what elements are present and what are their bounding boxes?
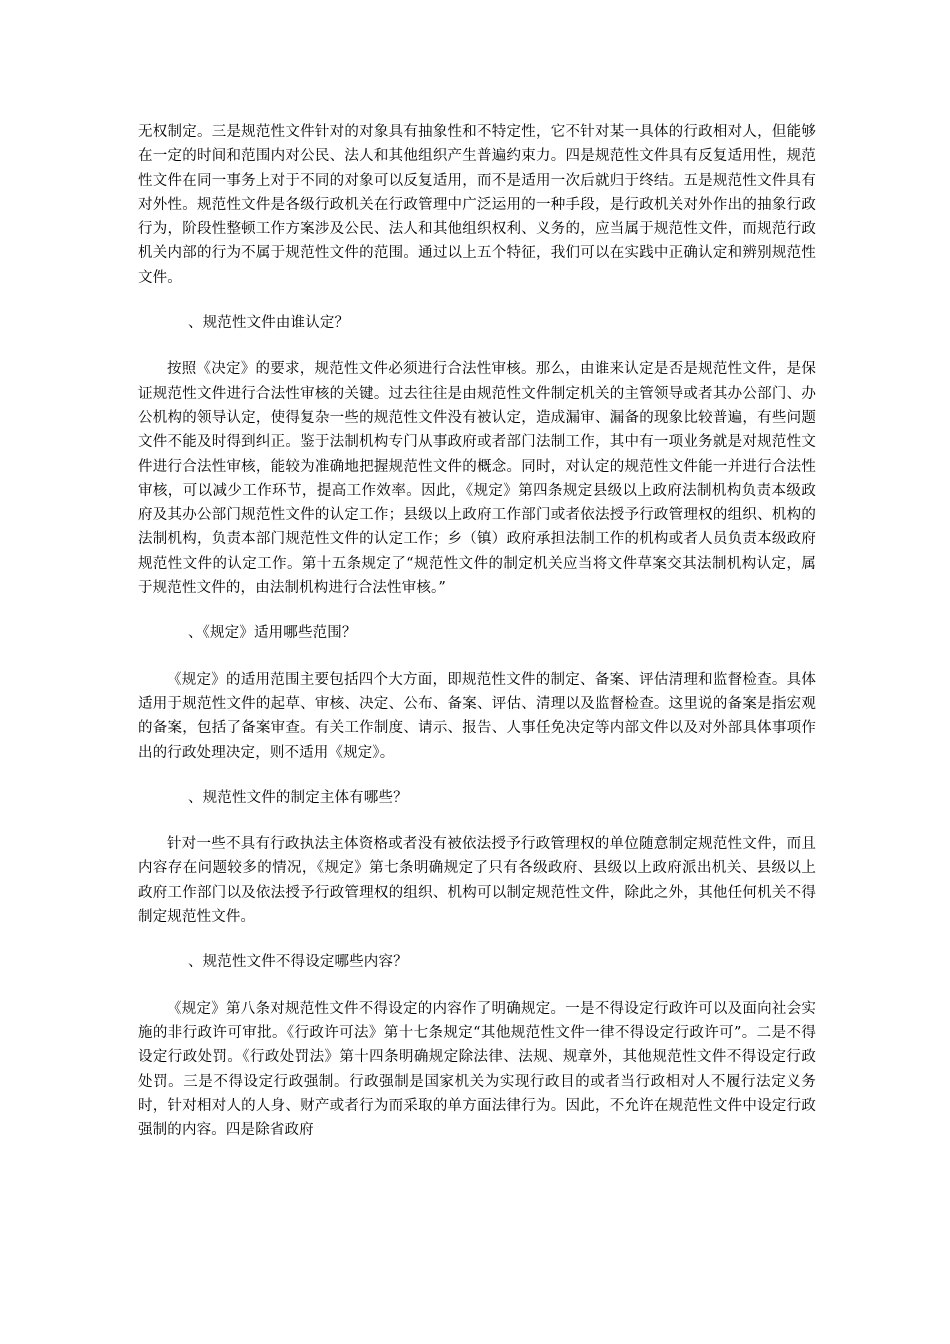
section-heading-scope: 、《规定》适用哪些范围？ <box>188 625 357 642</box>
section-heading-who-determines: 、规范性文件由谁认定？ <box>188 315 350 332</box>
spacer <box>138 975 816 997</box>
paragraph-who-determines: 按照《决定》的要求，规范性文件必须进行合法性审核。那么，由谁来认定是否是规范性文件，是保证规范性文件进行合法性审核的关键。过去往往是由规范性文件制定机关的主管领导或者其办公部门、办公机构的领导认定，使得复杂一些的规范性文件没有被认定，造成漏审、漏备的现象比较普遍，有些问题文件不能及时得到纠正。鉴于法制机构专门从事政府或者部门法制工作，其中有一项业务就是对规范性文件进行合法性审核，能较为准确地把握规范性文件的概念。同时，对认定的规范性文件能一并进行合法性审核，可以减少工作环节，提高工作效率。因此，《规定》第四条规定县级以上政府法制机构负责本级政府及其办公部门规范性文件的认定工作；县级以上政府工作部门或者依法授予行政管理权的组织、机构的法制机构，负责本部门规范性文件的认定工作；乡（镇）政府承担法制工作的机构或者人员负责本级政府规范性文件的认定工作。第十五条规定了“规范性文件的制定机关应当将文件草案交其法制机构认定，属于规范性文件的，由法制机构进行合法性审核。” <box>138 361 816 597</box>
spacer <box>138 929 816 950</box>
spacer <box>138 600 816 621</box>
spacer <box>138 335 816 357</box>
paragraph-scope: 《规定》的适用范围主要包括四个大方面，即规范性文件的制定、备案、评估清理和监督检查。具体适用于规范性文件的起草、审核、决定、公布、备案、评估、清理以及监督检查。这里说的备案是指宏观的备案，包括了备案审查。有关工作制度、请示、报告、人事任免决定等内部文件以及对外部具体事项作出的行政处理决定，则不适用《规定》。 <box>138 671 816 761</box>
spacer <box>138 765 816 786</box>
spacer <box>138 290 816 311</box>
section-heading-prohibited-content: 、规范性文件不得设定哪些内容？ <box>188 954 408 971</box>
section-heading-issuing-bodies: 、规范性文件的制定主体有哪些？ <box>188 789 408 806</box>
document-body <box>138 120 816 1142</box>
paragraph-issuing-bodies: 针对一些不具有行政执法主体资格或者没有被依法授予行政管理权的单位随意制定规范性文件，而且内容存在问题较多的情况，《规定》第七条明确规定了只有各级政府、县级以上政府派出机关、县级以上政府工作部门以及依法授予行政管理权的组织、机构可以制定规范性文件，除此之外，其他任何机关不得制定规范性文件。 <box>138 836 816 926</box>
paragraph-prohibited-content: 《规定》第八条对规范性文件不得设定的内容作了明确规定。一是不得设定行政许可以及面向社会实施的非行政许可审批。《行政许可法》第十七条规定“其他规范性文件一律不得设定行政许可”。二是不得设定行政处罚。《行政处罚法》第十四条明确规定除法律、法规、规章外，其他规范性文件不得设定行政处罚。三是不得设定行政强制。行政强制是国家机关为实现行政目的或者当行政相对人不履行法定义务时，针对相对人的人身、财产或者行为而采取的单方面法律行为。因此，不允许在规范性文件中设定行政强制的内容。四是除省政府 <box>138 1000 816 1139</box>
spacer <box>138 810 816 832</box>
spacer <box>138 646 816 668</box>
paragraph-characteristics-continued: 无权制定。三是规范性文件针对的对象具有抽象性和不特定性，它不针对某一具体的行政相对人，但能够在一定的时间和范围内对公民、法人和其他组织产生普遍约束力。四是规范性文件具有反复适用性，规范性文件在同一事务上对于不同的对象可以反复适用，而不是适用一次后就归于终结。五是规范性文件具有对外性。规范性文件是各级行政机关在行政管理中广泛运用的一种手段，是行政机关对外作出的抽象行政行为，阶段性整顿工作方案涉及公民、法人和其他组织权利、义务的，应当属于规范性文件，而规范行政机关内部的行为不属于规范性文件的范围。通过以上五个特征，我们可以在实践中正确认定和辨别规范性文件。 <box>138 124 816 286</box>
